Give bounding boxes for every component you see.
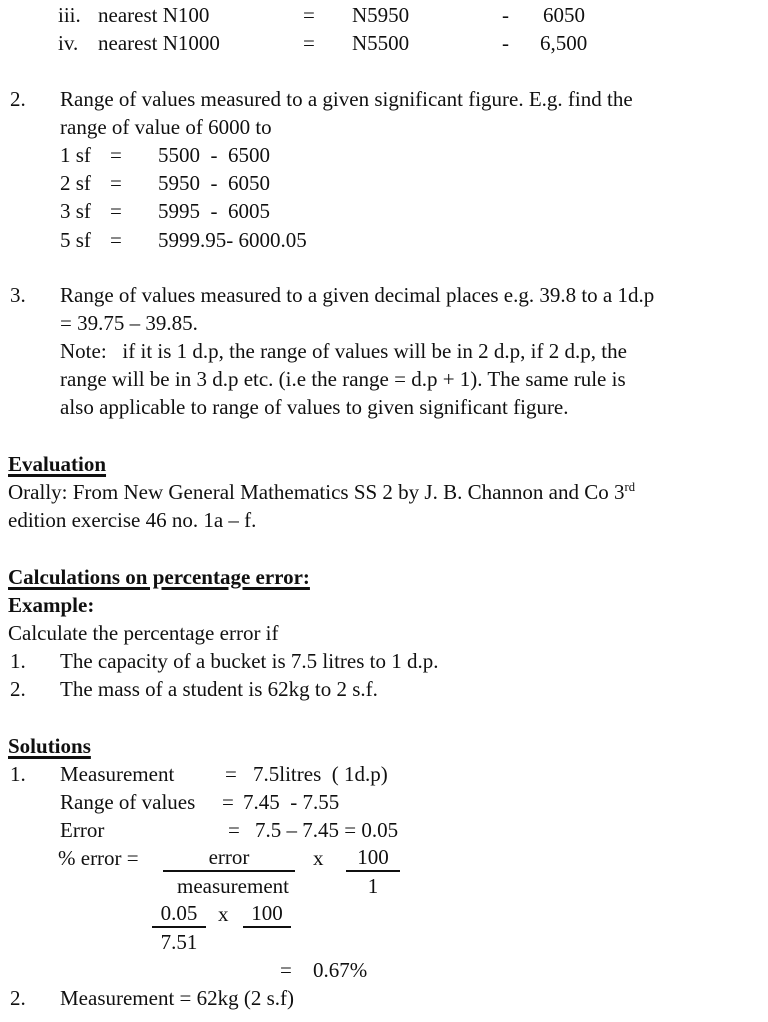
example-item-text: The capacity of a bucket is 7.5 litres to 1 d.p. xyxy=(60,649,439,673)
equals-sign: = xyxy=(110,228,122,252)
evaluation-line2 xyxy=(0,506,768,534)
pct-error-heading-line xyxy=(0,563,768,591)
note-text: Note: if it is 1 d.p, the range of values will be in 2 d.p, if 2 d.p, the xyxy=(60,339,627,363)
sol1-formula-denominators xyxy=(0,872,768,900)
range-upper: 6050 xyxy=(543,3,585,27)
sf-row-1 xyxy=(0,141,768,169)
fraction-denominator-measurement: measurement xyxy=(177,874,289,898)
equals-sign: = xyxy=(110,143,122,167)
evaluation-text-main: Orally: From New General Mathematics SS 2 by J. B. Channon and Co 3 xyxy=(8,480,625,504)
measurement-value: 7.5litres ( 1d.p) xyxy=(253,762,388,786)
list-marker: 3. xyxy=(10,283,26,307)
item3-note-line1 xyxy=(0,337,768,365)
range-upper: 6,500 xyxy=(540,31,588,55)
item3-note-line2 xyxy=(0,365,768,393)
item3-line2 xyxy=(0,309,768,337)
equals-sign: = xyxy=(280,958,292,982)
example-item-2 xyxy=(0,675,768,703)
sf-range: 5500 - 6500 xyxy=(158,143,270,167)
item2-line1 xyxy=(0,85,768,113)
sf-label: 2 sf xyxy=(60,171,91,195)
ordinal-superscript: rd xyxy=(624,480,636,494)
sf-range: 5999.95- 6000.05 xyxy=(158,228,307,252)
error-value: 7.5 – 7.45 = 0.05 xyxy=(255,818,399,842)
example-heading-line xyxy=(0,591,768,619)
evaluation-heading: Evaluation xyxy=(8,452,107,476)
multiply-sign: x xyxy=(218,902,229,926)
sf-range: 5995 - 6005 xyxy=(158,199,270,223)
list-marker: 2. xyxy=(10,677,26,701)
fraction-numerator-error: error xyxy=(163,844,295,872)
range-dash: - xyxy=(502,3,509,27)
result-value: 0.67% xyxy=(313,958,368,982)
sf-row-5 xyxy=(0,226,768,254)
fraction-numerator-100b: 100 xyxy=(243,900,291,928)
equals-sign: = xyxy=(303,3,315,27)
sol1-result-line xyxy=(0,956,768,984)
pct-error-label: % error = xyxy=(58,846,139,870)
rounding-row-iii xyxy=(0,1,768,29)
rounding-row-iv xyxy=(0,29,768,57)
pct-error-intro-line xyxy=(0,619,768,647)
equals-sign: = xyxy=(228,818,240,842)
sf-label: 5 sf xyxy=(60,228,91,252)
evaluation-text xyxy=(8,478,635,506)
example-item-1 xyxy=(0,647,768,675)
fraction-denominator-1: 1 xyxy=(367,874,379,898)
fraction-numerator-0.05: 0.05 xyxy=(152,900,206,928)
sf-range: 5950 - 6050 xyxy=(158,171,270,195)
solutions-heading-line xyxy=(0,732,768,760)
item3-text: Range of values measured to a given decimal places e.g. 39.8 to a 1d.p xyxy=(60,283,655,307)
sol1-range-line xyxy=(0,788,768,816)
multiply-sign: x xyxy=(313,846,324,870)
sol2-text: Measurement = 62kg (2 s.f) xyxy=(60,986,295,1010)
list-marker: iii. xyxy=(58,3,81,27)
sf-row-3 xyxy=(0,197,768,225)
fraction-denominator-7.51: 7.51 xyxy=(160,930,198,954)
note-text: range will be in 3 d.p etc. (i.e the range = d.p + 1). The same rule is xyxy=(60,367,626,391)
sf-label: 3 sf xyxy=(60,199,91,223)
error-label: Error xyxy=(60,818,105,842)
solutions-heading: Solutions xyxy=(8,734,91,758)
sol1-formula-line xyxy=(0,844,768,872)
range-value: 7.45 - 7.55 xyxy=(243,790,340,814)
list-marker: 1. xyxy=(10,649,26,673)
item2-line2 xyxy=(0,113,768,141)
fraction-numerator-100: 100 xyxy=(346,844,400,872)
sf-label: 1 sf xyxy=(60,143,91,167)
pct-error-heading: Calculations on percentage error: xyxy=(8,565,310,589)
sol1-substitution-line xyxy=(0,900,768,928)
item3-note-line3 xyxy=(0,393,768,421)
equals-sign: = xyxy=(110,199,122,223)
list-marker: iv. xyxy=(58,31,79,55)
evaluation-heading-line xyxy=(0,450,768,478)
item2-text: range of value of 6000 to xyxy=(60,115,272,139)
item2-text: Range of values measured to a given significant figure. E.g. find the xyxy=(60,87,633,111)
list-marker: 2. xyxy=(10,87,26,111)
item3-line1 xyxy=(0,281,768,309)
sol2-line xyxy=(0,984,768,1012)
range-lower: N5500 xyxy=(352,31,410,55)
sol1-measurement-line xyxy=(0,760,768,788)
measurement-label: Measurement xyxy=(60,762,175,786)
list-marker: 2. xyxy=(10,986,26,1010)
equals-sign: = xyxy=(225,762,237,786)
equals-sign: = xyxy=(110,171,122,195)
sf-row-2 xyxy=(0,169,768,197)
rounding-label: nearest N100 xyxy=(98,3,210,27)
example-item-text: The mass of a student is 62kg to 2 s.f. xyxy=(60,677,378,701)
rounding-label: nearest N1000 xyxy=(98,31,220,55)
evaluation-line1 xyxy=(0,478,768,506)
evaluation-text: edition exercise 46 no. 1a – f. xyxy=(8,508,257,532)
equals-sign: = xyxy=(303,31,315,55)
range-lower: N5950 xyxy=(352,3,410,27)
sol1-error-line xyxy=(0,816,768,844)
intro-text: Calculate the percentage error if xyxy=(8,621,279,645)
item3-text: = 39.75 – 39.85. xyxy=(60,311,198,335)
example-label: Example: xyxy=(8,593,95,617)
equals-sign: = xyxy=(222,790,234,814)
range-label: Range of values xyxy=(60,790,196,814)
sol1-substitution-denominator xyxy=(0,928,768,956)
range-dash: - xyxy=(502,31,509,55)
note-text: also applicable to range of values to given significant figure. xyxy=(60,395,569,419)
list-marker: 1. xyxy=(10,762,26,786)
